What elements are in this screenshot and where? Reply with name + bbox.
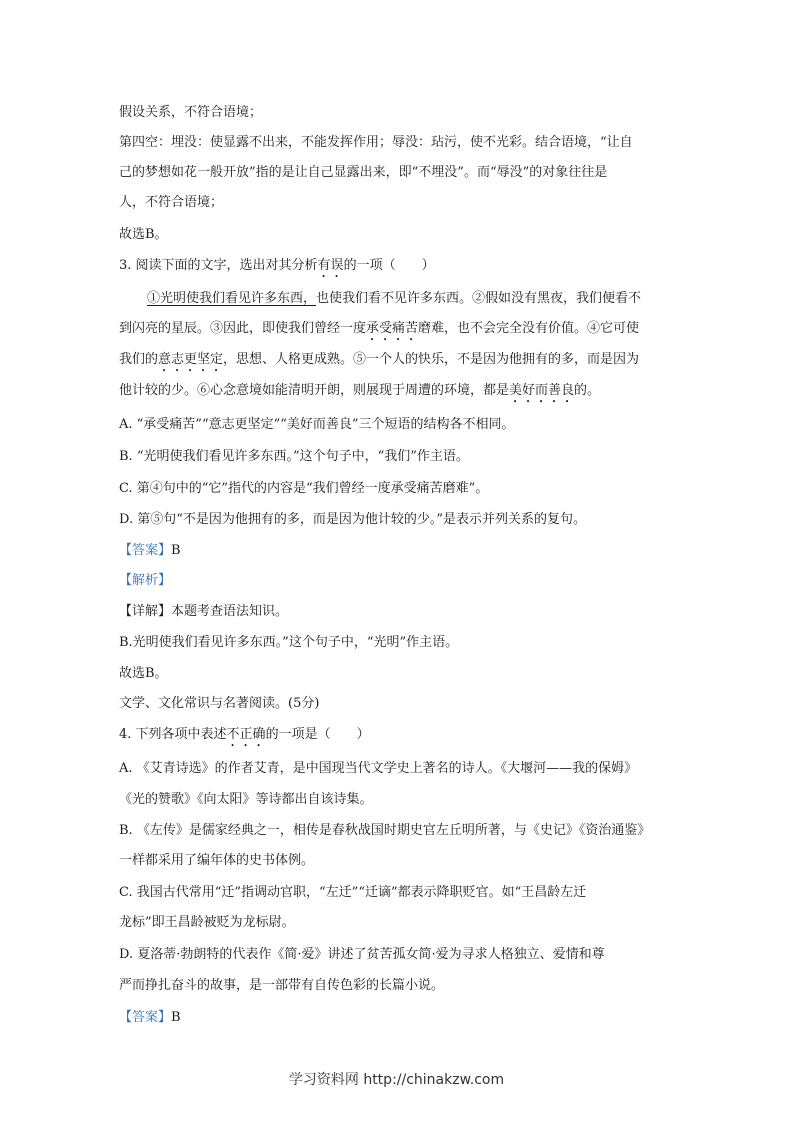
option-d: D. 夏洛蒂·勃朗特的代表作《简·爱》讲述了贫苦孤女简·爱为寻求人格独立、爱情和尊 <box>119 947 605 962</box>
passage-line <box>119 319 639 344</box>
question-3-stem <box>119 256 435 281</box>
emphasized-text: 美好而善良 <box>509 383 575 398</box>
option-c-continued: 龙标”即王昌龄被贬为龙标尉。 <box>119 915 295 930</box>
answer-line <box>119 1008 181 1028</box>
answer-line <box>119 541 181 561</box>
text-line: 故选B。 <box>119 666 168 681</box>
underlined-sentence: ①光明使我们看见许多东西， <box>147 291 317 306</box>
option-a: A. “承受痛苦”“意志更坚定”“美好而善良”三个短语的结构各不相同。 <box>119 417 515 432</box>
passage-text: 他计较的少。⑥心念意境如能清明开朗，则展现于周遭的环境，都是 <box>119 383 510 398</box>
passage-text: 也使我们看不见许多东西。②假如没有黑夜，我们便看不 <box>316 291 642 306</box>
text-line: 第四空：埋没：使显露不出来，不能发挥作用；辱没：玷污，使不光彩。结合语境，“让自 <box>119 135 633 150</box>
option-a-continued: 《光的赞歌》《向太阳》等诗都出自该诗集。 <box>119 792 373 807</box>
passage-text: ，思想、人格更成熟。⑤一个人的快乐，不是因为他拥有的多，而是因为 <box>223 352 640 367</box>
text-line: B.光明使我们看见许多东西。”这个句子中，“光明”作主语。 <box>119 635 459 650</box>
text-line: 故选B。 <box>119 227 168 242</box>
emphasized-text: 意志更坚定 <box>158 352 224 367</box>
stem-text: 3. 阅读下面的文字，选出对其分析 <box>119 258 318 273</box>
option-b: B. “光明使我们看见许多东西。”这个句子中，“我们”作主语。 <box>119 449 469 464</box>
option-c: C. 第④句中的“它”指代的内容是“我们曾经一度承受痛苦磨难”。 <box>119 481 489 496</box>
answer-label: 【答案】 <box>119 543 172 558</box>
option-b: B. 《左传》是儒家经典之一，相传是春秋战国时期史官左丘明所著，与《史记》《资治通鉴》 <box>119 823 651 838</box>
passage-line <box>147 289 641 309</box>
passage-text: 磨难，也不会完全没有价值。④它可使 <box>418 321 640 336</box>
emphasized-text: 有误 <box>317 258 344 273</box>
option-d: D. 第⑤句“不是因为他拥有的多，而是因为他计较的少。”是表示并列关系的复句。 <box>119 512 587 527</box>
answer-value: B <box>171 1010 181 1025</box>
answer-label: 【答案】 <box>119 1010 172 1025</box>
text-line: 己的梦想如花一般开放”指的是让自己显露出来，即“不埋没”。而“辱没”的对象往往是 <box>119 165 608 180</box>
question-4-stem <box>119 725 370 750</box>
passage-line <box>119 350 639 375</box>
section-heading: 文学、文化常识与名著阅读。(5分) <box>119 696 320 711</box>
stem-text: 的一项（ ） <box>343 258 435 273</box>
stem-text: 4. 下列各项中表述 <box>119 727 227 742</box>
emphasized-text: 承受痛苦 <box>366 321 419 336</box>
answer-value: B <box>171 543 181 558</box>
passage-text: 我们的 <box>119 352 159 367</box>
option-a: A. 《艾青诗选》的作者艾青，是中国现当代文学史上著名的诗人。《大堰河——我的保姆》 <box>119 761 638 776</box>
passage-text: 的。 <box>574 383 601 398</box>
text-line: 【详解】本题考查语法知识。 <box>119 604 289 619</box>
emphasized-text: 不正确 <box>226 727 266 742</box>
analysis-label: 【解析】 <box>119 573 172 588</box>
option-b-continued: 一样都采用了编年体的史书体例。 <box>119 853 315 868</box>
passage-text: 到闪亮的星辰。③因此，即使我们曾经一度 <box>119 321 367 336</box>
option-d-continued: 严而挣扎奋斗的故事，是一部带有自传色彩的长篇小说。 <box>119 978 445 993</box>
option-c: C. 我国古代常用“迁”指调动官职，“左迁”“迁谪”都表示降职贬官。如“王昌龄左迁 <box>119 885 587 900</box>
passage-line <box>119 381 600 406</box>
page-footer-watermark: 学习资料网 http://chinakzw.com <box>288 1072 505 1088</box>
text-line: 假设关系，不符合语境； <box>119 105 263 120</box>
stem-text: 的一项是（ ） <box>265 727 370 742</box>
text-line: 人，不符合语境； <box>119 195 224 210</box>
